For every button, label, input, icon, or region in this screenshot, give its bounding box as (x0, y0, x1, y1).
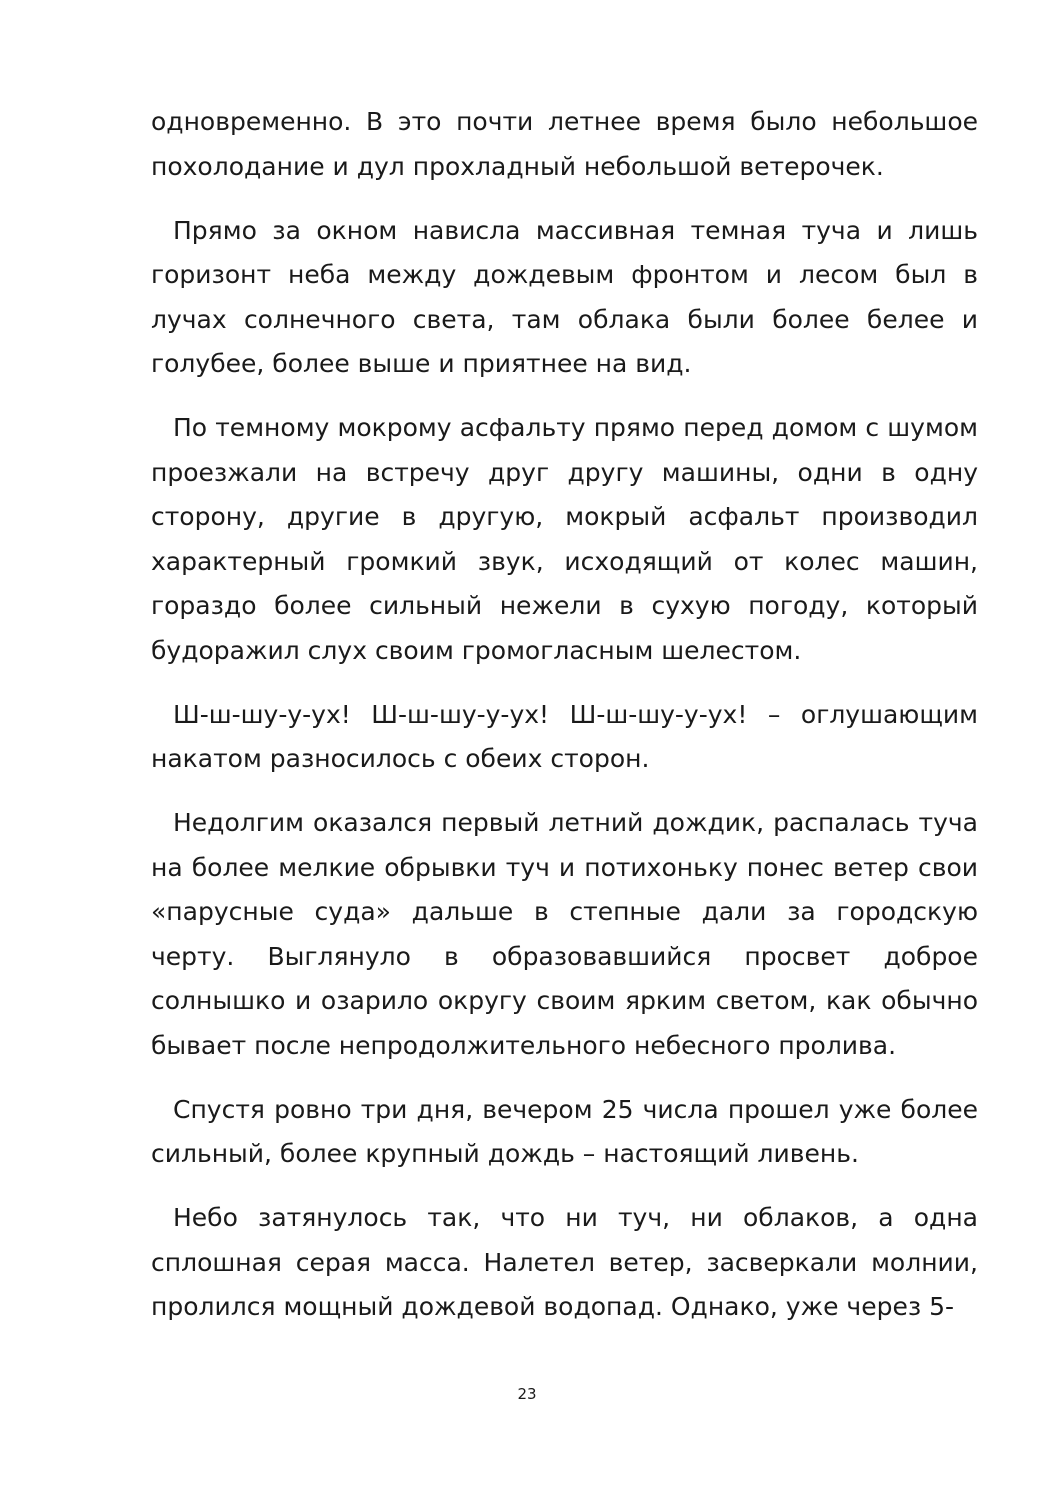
paragraph-1: одновременно. В это почти летнее время было небольшое похолодание и дул прохладный небольшой ветерочек. (151, 107, 978, 181)
paragraph-5: Недолгим оказался первый летний дождик, распалась туча на более мелкие обрывки туч и потихоньку понес ветер свои «парусные суда» дальше в степные дали за городскую черту. Выглянуло в образовавшийся просвет доброе солнышко и озарило округу своим ярким светом, как обычно бывает после непродолжительного небесного пролива. (151, 808, 978, 1060)
paragraph-3: По темному мокрому асфальту прямо перед домом с шумом проезжали на встречу друг другу машины, одни в одну сторону, другие в другую, мокрый асфальт производил характерный громкий звук, исходящий от колес машин, гораздо более сильный нежели в сухую погоду, который будоражил слух своим громогласным шелестом. (151, 413, 978, 665)
paragraph-7: Небо затянулось так, что ни туч, ни облаков, а одна сплошная серая масса. Налетел ветер, засверкали молнии, пролился мощный дождевой водопад. Однако, уже через 5- (151, 1203, 978, 1321)
page-number: 23 (517, 1385, 537, 1403)
paragraph-2: Прямо за окном нависла массивная темная туча и лишь горизонт неба между дождевым фронтом и лесом был в лучах солнечного света, там облака были более белее и голубее, более выше и приятнее на вид. (151, 215, 978, 378)
paragraph-6: Спустя ровно три дня, вечером 25 числа прошел уже более сильный, более крупный дождь – настоящий ливень. (151, 1094, 978, 1168)
paragraph-4: Ш-ш-шу-у-ух! Ш-ш-шу-у-ух! Ш-ш-шу-у-ух! – оглушающим накатом разносилось с обеих сторон. (151, 699, 978, 773)
body-text (151, 100, 978, 1349)
